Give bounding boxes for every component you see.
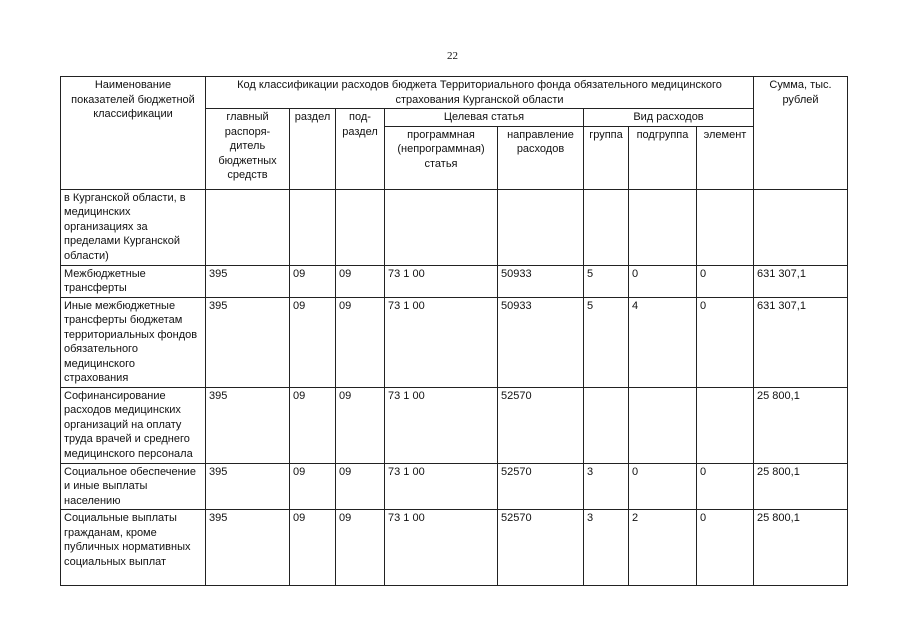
row-program-item bbox=[385, 189, 498, 265]
row-name: Иные межбюджетные трансферты бюджетам территориальных фондов обязательного медицинского страхования bbox=[61, 297, 206, 387]
row-element: 0 bbox=[697, 297, 754, 387]
row-group: 3 bbox=[584, 463, 629, 510]
row-element: 0 bbox=[697, 265, 754, 297]
table-row bbox=[61, 387, 848, 463]
row-subgroup: 0 bbox=[629, 463, 697, 510]
row-group: 3 bbox=[584, 510, 629, 586]
row-section: 09 bbox=[290, 510, 336, 586]
header-subsection: под-раздел bbox=[336, 109, 385, 190]
row-sum: 631 307,1 bbox=[754, 265, 848, 297]
row-sum: 25 800,1 bbox=[754, 387, 848, 463]
row-program-item: 73 1 00 bbox=[385, 510, 498, 586]
row-main-manager bbox=[206, 189, 290, 265]
row-subsection bbox=[336, 189, 385, 265]
row-element: 0 bbox=[697, 510, 754, 586]
row-group bbox=[584, 387, 629, 463]
header-target-item: Целевая статья bbox=[385, 109, 584, 127]
row-subgroup: 4 bbox=[629, 297, 697, 387]
header-expense-type: Вид расходов bbox=[584, 109, 754, 127]
row-expense-direction: 50933 bbox=[498, 265, 584, 297]
row-section: 09 bbox=[290, 463, 336, 510]
row-sum: 631 307,1 bbox=[754, 297, 848, 387]
row-program-item: 73 1 00 bbox=[385, 387, 498, 463]
row-program-item: 73 1 00 bbox=[385, 463, 498, 510]
row-element bbox=[697, 189, 754, 265]
row-sum bbox=[754, 189, 848, 265]
row-expense-direction: 52570 bbox=[498, 510, 584, 586]
row-subsection: 09 bbox=[336, 463, 385, 510]
row-main-manager: 395 bbox=[206, 387, 290, 463]
header-name: Наименование показателей бюджетной классификации bbox=[61, 77, 206, 190]
row-group bbox=[584, 189, 629, 265]
row-element: 0 bbox=[697, 463, 754, 510]
row-sum: 25 800,1 bbox=[754, 463, 848, 510]
row-section: 09 bbox=[290, 265, 336, 297]
row-program-item: 73 1 00 bbox=[385, 265, 498, 297]
row-expense-direction bbox=[498, 189, 584, 265]
row-main-manager: 395 bbox=[206, 463, 290, 510]
row-subgroup: 0 bbox=[629, 265, 697, 297]
row-subsection: 09 bbox=[336, 265, 385, 297]
row-main-manager: 395 bbox=[206, 297, 290, 387]
row-subgroup bbox=[629, 387, 697, 463]
header-main-manager: главный распоря-дитель бюджетных средств bbox=[206, 109, 290, 190]
row-expense-direction: 50933 bbox=[498, 297, 584, 387]
header-subgroup: подгруппа bbox=[629, 126, 697, 189]
header-code-group: Код классификации расходов бюджета Территориального фонда обязательного медицинского страхования Курганской области bbox=[206, 77, 754, 109]
budget-table bbox=[60, 76, 848, 586]
table-row bbox=[61, 297, 848, 387]
header-element: элемент bbox=[697, 126, 754, 189]
row-expense-direction: 52570 bbox=[498, 463, 584, 510]
row-name: Социальные выплаты гражданам, кроме публичных нормативных социальных выплат bbox=[61, 510, 206, 586]
table-row bbox=[61, 510, 848, 586]
row-section: 09 bbox=[290, 297, 336, 387]
row-subsection: 09 bbox=[336, 510, 385, 586]
row-main-manager: 395 bbox=[206, 510, 290, 586]
table-row bbox=[61, 189, 848, 265]
row-sum: 25 800,1 bbox=[754, 510, 848, 586]
row-group: 5 bbox=[584, 297, 629, 387]
row-group: 5 bbox=[584, 265, 629, 297]
row-name: в Курганской области, в медицинских организациях за пределами Курганской области) bbox=[61, 189, 206, 265]
row-subgroup: 2 bbox=[629, 510, 697, 586]
row-name: Межбюджетные трансферты bbox=[61, 265, 206, 297]
row-main-manager: 395 bbox=[206, 265, 290, 297]
row-element bbox=[697, 387, 754, 463]
row-section bbox=[290, 189, 336, 265]
row-program-item: 73 1 00 bbox=[385, 297, 498, 387]
page-number: 22 bbox=[447, 50, 458, 62]
row-name: Софинансирование расходов медицинских организаций на оплату труда врачей и среднего медицинского персонала bbox=[61, 387, 206, 463]
row-subsection: 09 bbox=[336, 297, 385, 387]
header-section: раздел bbox=[290, 109, 336, 190]
row-subgroup bbox=[629, 189, 697, 265]
header-sum: Сумма, тыс. рублей bbox=[754, 77, 848, 190]
header-expense-direction: направление расходов bbox=[498, 126, 584, 189]
row-subsection: 09 bbox=[336, 387, 385, 463]
row-expense-direction: 52570 bbox=[498, 387, 584, 463]
table-body bbox=[61, 189, 848, 586]
header-program-item: программная (непрограммная) статья bbox=[385, 126, 498, 189]
header-group: группа bbox=[584, 126, 629, 189]
table-row bbox=[61, 463, 848, 510]
row-name: Социальное обеспечение и иные выплаты населению bbox=[61, 463, 206, 510]
row-section: 09 bbox=[290, 387, 336, 463]
table-row bbox=[61, 265, 848, 297]
